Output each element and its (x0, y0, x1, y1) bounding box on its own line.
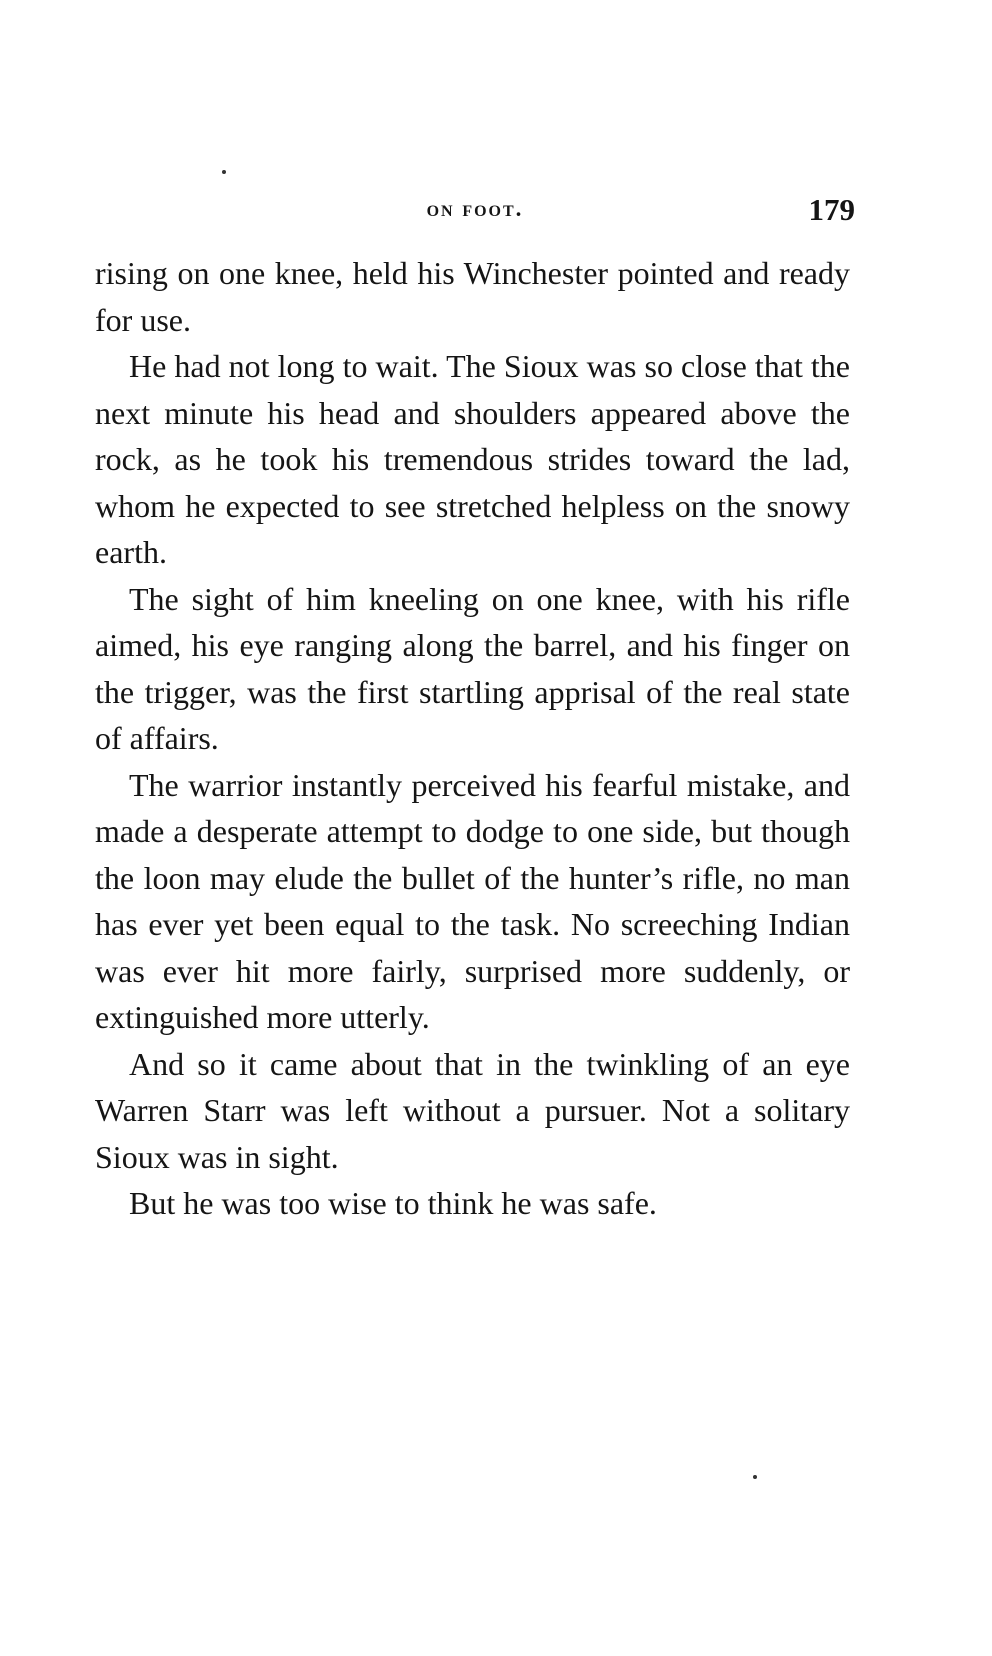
page-header (95, 192, 855, 236)
print-speck (753, 1475, 757, 1479)
running-head: on foot. (426, 196, 524, 221)
paragraph-5: And so it came about that in the twinkling of an eye Warren Starr was left without a pursuer. Not a solitary Sioux was in sight. (95, 1045, 850, 1175)
paragraph-6: But he was too wise to think he was safe. (129, 1185, 657, 1221)
paragraph-2: He had not long to wait. The Sioux was so close that the next minute his head and shoulders appeared above the rock, as he took his tremendous strides toward the lad, whom he expected to see stretched helpless on the snowy earth. (95, 348, 850, 570)
page-number: 179 (808, 192, 855, 227)
paragraph-3: The sight of him kneeling on one knee, with his rifle aimed, his eye ranging along the barrel, and his finger on the trigger, was the first startling apprisal of the real state of affairs. (95, 580, 850, 756)
paragraph-1: rising on one knee, held his Winchester pointed and ready for use. (95, 255, 850, 338)
paragraph-4: The warrior instantly perceived his fearful mistake, and made a desperate attempt to dodge to one side, but though the loon may elude the bullet of the hunter’s rifle, no man has ever yet been equal to the task. No screeching Indian was ever hit more fairly, surprised more suddenly, or extinguished more utterly. (95, 766, 850, 1035)
print-speck (222, 170, 226, 174)
body-text (95, 250, 850, 1227)
